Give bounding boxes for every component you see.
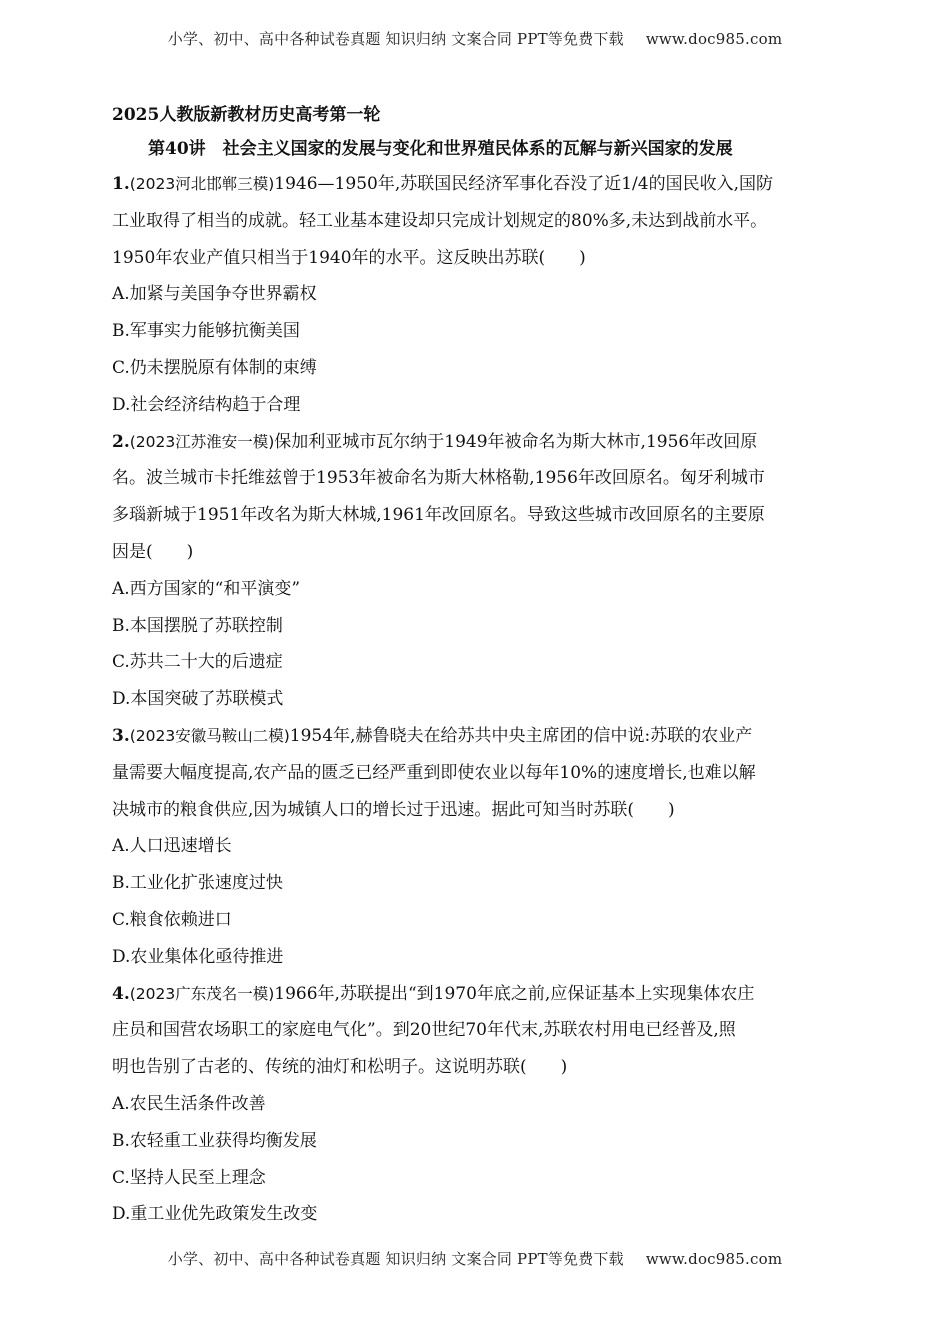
stem-line: 名。波兰城市卡托维兹曾于1953年被命名为斯大林格勒,1956年改回原名。匈牙利城市 xyxy=(112,468,765,489)
stem-line: 1954年,赫鲁晓夫在给苏共中央主席团的信中说:苏联的农业产 xyxy=(289,725,753,746)
question-stem xyxy=(112,424,852,571)
question-stem xyxy=(112,976,852,1086)
question-3 xyxy=(112,718,852,976)
stem-line: 1950年农业产值只相当于1940年的水平。这反映出苏联( ) xyxy=(112,247,586,268)
question-number: 1. xyxy=(112,174,130,194)
stem-line: 1966年,苏联提出“到1970年底之前,应保证基本上实现集体农庄 xyxy=(274,983,755,1004)
stem-line: 1946—1950年,苏联国民经济军事化吞没了近1/4的国民收入,国防 xyxy=(274,174,773,194)
header-text: 小学、初中、高中各种试卷真题 知识归纳 文案合同 PPT等免费下载 xyxy=(167,30,624,48)
stem-line: 明也告别了古老的、传统的油灯和松明子。这说明苏联( ) xyxy=(112,1057,568,1078)
question-source: (2023广东茂名一模) xyxy=(129,984,275,1003)
stem-line: 因是( ) xyxy=(112,541,194,562)
question-source: (2023安徽马鞍山二模) xyxy=(129,726,290,745)
stem-line: 庄员和国营农场职工的家庭电气化”。到20世纪70年代末,苏联农村用电已经普及,照 xyxy=(112,1020,736,1041)
document-body xyxy=(112,98,852,1233)
footer-site-link[interactable]: www.doc985.com xyxy=(645,1250,783,1268)
option-b: B.军事实力能够抗衡美国 xyxy=(112,321,300,342)
header-site-link[interactable]: www.doc985.com xyxy=(645,30,783,48)
option-a: A.西方国家的“和平演变” xyxy=(112,578,301,599)
option-d: D.本国突破了苏联模式 xyxy=(112,689,284,710)
option-a: A.加紧与美国争夺世界霸权 xyxy=(112,284,317,305)
question-2 xyxy=(112,424,852,718)
stem-line: 保加利亚城市瓦尔纳于1949年被命名为斯大林市,1956年改回原 xyxy=(274,431,758,452)
option-c: C.仍未摆脱原有体制的束缚 xyxy=(112,357,317,378)
option-d: D.重工业优先政策发生改变 xyxy=(112,1204,318,1225)
option-b: B.工业化扩张速度过快 xyxy=(112,873,283,894)
option-b: B.本国摆脱了苏联控制 xyxy=(112,615,283,636)
option-a: A.农民生活条件改善 xyxy=(112,1093,266,1114)
stem-line: 多瑙新城于1951年改名为斯大林城,1961年改回原名。导致这些城市改回原名的主要原 xyxy=(112,505,765,526)
footer-text: 小学、初中、高中各种试卷真题 知识归纳 文案合同 PPT等免费下载 xyxy=(167,1250,624,1268)
question-source: (2023河北邯郸三模) xyxy=(129,175,275,193)
question-number: 2. xyxy=(112,431,130,452)
question-number: 3. xyxy=(112,725,130,746)
page-header xyxy=(0,28,950,49)
lecture-title: 第40讲 社会主义国家的发展与变化和世界殖民体系的瓦解与新兴国家的发展 xyxy=(148,139,733,159)
stem-line: 量需要大幅度提高,农产品的匮乏已经严重到即使农业以每年10%的速度增长,也难以解 xyxy=(112,762,756,783)
stem-line: 工业取得了相当的成就。轻工业基本建设却只完成计划规定的80%多,未达到战前水平。 xyxy=(112,210,768,231)
question-number: 4. xyxy=(112,983,130,1004)
question-stem xyxy=(112,718,852,828)
question-stem xyxy=(112,166,852,276)
question-source: (2023江苏淮安一模) xyxy=(129,432,275,451)
question-1 xyxy=(112,166,852,424)
option-b: B.农轻重工业获得均衡发展 xyxy=(112,1130,317,1151)
option-d: D.农业集体化亟待推进 xyxy=(112,946,284,967)
option-c: C.苏共二十大的后遗症 xyxy=(112,652,283,673)
option-d: D.社会经济结构趋于合理 xyxy=(112,394,301,415)
option-a: A.人口迅速增长 xyxy=(112,836,232,857)
document-title: 2025人教版新教材历史高考第一轮 xyxy=(112,105,381,125)
question-4 xyxy=(112,976,852,1234)
stem-line: 决城市的粮食供应,因为城镇人口的增长过于迅速。据此可知当时苏联( ) xyxy=(112,799,675,820)
option-c: C.粮食依赖进口 xyxy=(112,909,232,930)
option-c: C.坚持人民至上理念 xyxy=(112,1167,266,1188)
page-footer xyxy=(0,1248,950,1269)
